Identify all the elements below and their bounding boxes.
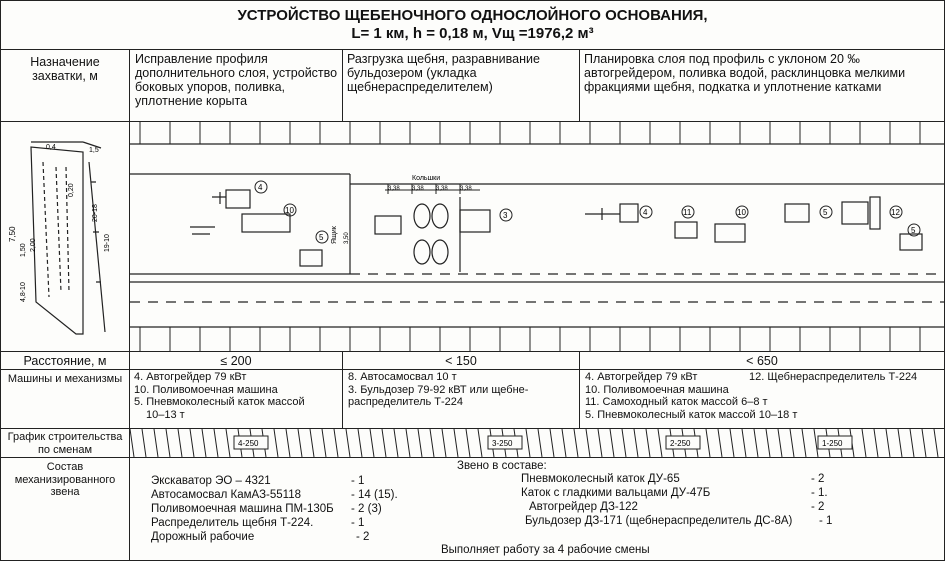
schedule-mark: 3-250 <box>492 439 513 448</box>
crew-count: - 2 <box>811 501 825 513</box>
rule <box>1 49 944 50</box>
crew-item: Каток с гладкими вальцами ДУ-47Б <box>521 487 711 499</box>
header-stage-3: Планировка слоя под профиль с уклоном 20 ‰ автогрейдером, поливка водой, расклинцовка мелкими фракциями щебня, подкатка и уплотнение катками <box>584 52 906 94</box>
machine-line: 4. Автогрейдер 79 кВт <box>134 371 247 383</box>
machine-number: 5 <box>319 233 324 242</box>
rule <box>1 369 944 370</box>
road-plan-diagram <box>130 122 944 351</box>
dim-label: 7,50 <box>8 226 17 242</box>
spreader-symbol <box>842 202 868 224</box>
crew-count: - 14 (15). <box>351 489 398 501</box>
crew-item: Автосамосвал КамАЗ-55118 <box>151 489 301 501</box>
plan-label: Кольшки <box>412 175 441 182</box>
dim-label: 1,5 <box>89 147 99 154</box>
machine-number: 3 <box>503 211 508 220</box>
plan-label: Ящик <box>331 226 338 244</box>
crew-item: Поливомоечная машина ПМ-130Б <box>151 503 334 515</box>
dim-label: 2,00 <box>30 238 37 252</box>
schedule-mark: 2-250 <box>670 439 691 448</box>
crew-count: - 1 <box>351 475 365 487</box>
rule <box>1 457 944 458</box>
plan-label: 3,38 <box>388 186 400 192</box>
cross-section-sketch <box>1 122 129 351</box>
roller-symbol-4 <box>900 234 922 250</box>
machine-number: 12 <box>891 208 900 217</box>
crew-count: - 1 <box>819 515 833 527</box>
machine-number: 5 <box>823 208 828 217</box>
crew-item: Экскаватор ЭО – 4321 <box>151 475 271 487</box>
crew-count: - 2 <box>811 473 825 485</box>
bulldozer-symbol <box>460 210 490 232</box>
crew-count: - 2 <box>356 531 370 543</box>
crew-item: Пневмоколесный каток ДУ-65 <box>521 473 680 485</box>
dump-truck-symbol <box>375 216 401 234</box>
machine-number: 4 <box>643 208 648 217</box>
dim-label: 19-10 <box>104 234 111 252</box>
machine-line: 10–13 т <box>146 408 185 421</box>
crew-heading: Звено в составе: <box>457 460 547 472</box>
crew-count: - 1 <box>351 517 365 529</box>
grader-symbol-2 <box>620 204 638 222</box>
rule <box>1 351 944 352</box>
schedule-mark: 4-250 <box>238 439 259 448</box>
machine-line: 3. Бульдозер 79-92 кВТ или щебне- <box>348 383 529 396</box>
dim-label: 20-18 <box>92 204 99 222</box>
grader-symbol <box>226 190 250 208</box>
machine-line: 10. Поливомоечная машина <box>585 383 729 396</box>
header-stage-2: Разгрузка щебня, разравнивание бульдозером (укладка щебнераспределителем) <box>347 52 540 94</box>
distance-stage-3: < 650 <box>746 354 778 368</box>
machine-line: 10. Поливомоечная машина <box>134 383 278 396</box>
crew-label: Состав механизированного звена <box>14 461 116 498</box>
sheet-title <box>1 7 944 43</box>
roller-symbol-3 <box>785 204 809 222</box>
machine-number: 4 <box>258 183 263 192</box>
title-line-2: L= 1 км, h = 0,18 м, Vщ =1976,2 м³ <box>351 25 594 42</box>
machine-number: 10 <box>737 208 746 217</box>
distance-stage-2: < 150 <box>445 354 477 368</box>
machine-line: распределитель Т-224 <box>348 396 464 408</box>
header-purpose: Назначение захватки, м <box>30 55 100 83</box>
machine-number: 10 <box>285 206 294 215</box>
machines-stage-2 <box>348 371 576 409</box>
header-stage-1: Исправление профиля дополнительного слоя, устройство боковых упоров, поливка, уплотнение корыта <box>135 52 338 108</box>
machine-number: 11 <box>683 208 692 217</box>
crew-item: Автогрейдер ДЗ-122 <box>529 501 638 513</box>
roller-symbol-2 <box>675 222 697 238</box>
dim-label: 0,4 <box>46 144 56 151</box>
crew-item: Распределитель щебня Т-224. <box>151 517 314 529</box>
machine-line: 5. Пневмоколесный каток массой <box>134 396 305 408</box>
water-truck-symbol <box>242 214 290 232</box>
schedule-hatching <box>130 429 944 457</box>
plan-label: 3,38 <box>436 186 448 192</box>
crew-footer: Выполняет работу за 4 рабочие смены <box>441 544 650 556</box>
dim-label: 4,8-10 <box>20 282 27 302</box>
distance-label: Расстояние, м <box>23 354 107 368</box>
rule <box>342 49 343 121</box>
rule <box>579 49 580 121</box>
machine-line: 12. Щебнераспределитель Т-224 <box>749 371 918 383</box>
machines-label: Машины и механизмы <box>7 373 123 385</box>
plan-label: 3,38 <box>460 186 472 192</box>
machine-number: 5 <box>911 226 916 235</box>
crew-item: Дорожный рабочие <box>151 531 255 543</box>
machine-line: 4. Автогрейдер 79 кВт <box>585 371 698 383</box>
crew-count: - 2 (3) <box>351 503 382 515</box>
schedule-label: График строительства по сменам <box>7 431 123 456</box>
schedule-mark: 1-250 <box>822 439 843 448</box>
machine-line: 5. Пневмоколесный каток массой 10–18 т <box>585 408 798 421</box>
crew-item: Бульдозер ДЗ-171 (щебнераспределитель ДС-8А) <box>525 515 793 527</box>
plan-label: 3,38 <box>412 186 424 192</box>
plan-label: 3,50 <box>344 232 350 244</box>
dim-label: 1,50 <box>20 243 27 257</box>
distance-stage-1: ≤ 200 <box>220 354 252 368</box>
crew-count: - 1. <box>811 487 828 499</box>
roller-symbol <box>300 250 322 266</box>
machine-line: 11. Самоходный каток массой 6–8 т <box>585 396 768 408</box>
dim-label: 0,20 <box>68 183 75 197</box>
water-truck-symbol-2 <box>715 224 745 242</box>
section-outline <box>31 147 83 334</box>
machine-line: 8. Автосамосвал 10 т <box>348 371 457 383</box>
title-line-1: УСТРОЙСТВО ЩЕБЕНОЧНОГО ОДНОСЛОЙНОГО ОСНОВАНИЯ, <box>237 7 708 24</box>
machines-stage-1 <box>134 371 340 421</box>
